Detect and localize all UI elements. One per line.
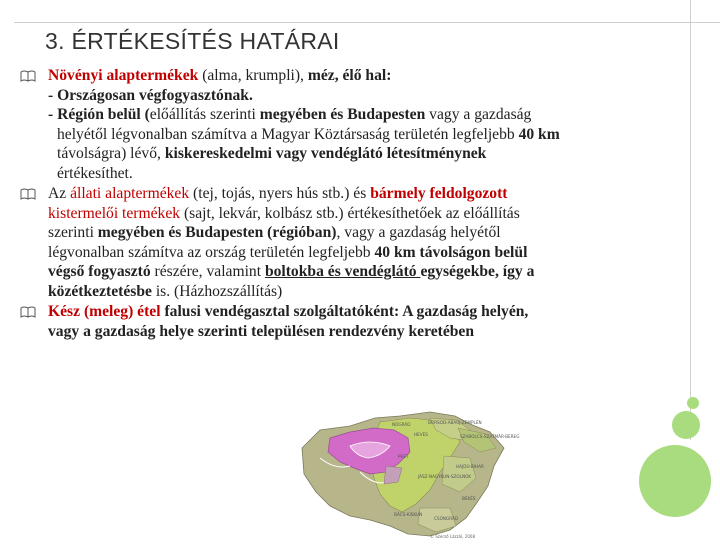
map-label-szabolcs: SZABOLCS-SZATMÁR-BEREG xyxy=(460,434,520,439)
text-span: egységekbe, így a xyxy=(420,263,535,280)
map-label-hajdu: HAJDÚ-BIHAR xyxy=(456,464,484,469)
ready-meal-label: Kész (meleg) étel xyxy=(48,303,161,320)
text-line: értékesíthet. xyxy=(57,164,133,182)
bullet-item-animal-products xyxy=(20,184,692,301)
text-span: Az xyxy=(48,185,71,202)
decorative-circle-medium xyxy=(672,411,700,439)
hungary-map-image xyxy=(290,408,520,540)
text-span: vagy a gazdaság xyxy=(425,106,532,123)
text-span: megyében és Budapesten (régióban) xyxy=(97,224,337,241)
plant-products-label: Növényi alaptermékek xyxy=(48,67,199,84)
text-span: 40 km távolságon belül xyxy=(374,243,528,261)
animal-products-label: állati alaptermékek xyxy=(70,185,190,202)
text-span: , vagy a gazdaság helyétől xyxy=(336,224,501,241)
map-caption: © Szerző Lázzló, 2008 xyxy=(430,534,475,539)
text-span: részére, valamint xyxy=(150,263,265,280)
slide-title: 3. ÉRTÉKESÍTÉS HATÁRAI xyxy=(45,28,340,54)
text-span: végső fogyasztó xyxy=(48,263,151,280)
bullet-item-ready-meals xyxy=(20,302,692,341)
text-span: (sajt, lekvár, kolbász stb.) értékesíthetőek az előállítás xyxy=(180,204,520,222)
text-span: kistermelői termékek xyxy=(48,204,181,222)
map-label-csongrad: CSONGRÁD xyxy=(434,516,459,521)
map-label-borsod: BORSOD-ABAÚJ-ZEMPLÉN xyxy=(428,420,482,425)
bullet-item-plant-products xyxy=(20,66,692,183)
text-line: vagy a gazdaság helye szerinti településen rendezvény keretében xyxy=(48,322,475,340)
book-bullet-icon xyxy=(20,188,36,200)
text-span: helyétől légvonalban számítva a Magyar Köztársaság területén legfeljebb xyxy=(57,125,519,143)
book-bullet-icon xyxy=(20,306,36,318)
text-span: is. (Házhozszállítás) xyxy=(151,282,283,300)
map-label-heves: HEVES xyxy=(414,432,428,437)
book-bullet-icon xyxy=(20,70,36,82)
text-span: 40 km xyxy=(518,125,560,143)
map-label-pest: PEST xyxy=(398,454,409,459)
text-span: (tej, tojás, nyers hús stb.) és xyxy=(189,185,371,202)
map-label-bekes: BÉKÉS xyxy=(462,496,476,501)
text-span: falusi vendégasztal szolgáltatóként: A gazdaság helyén, xyxy=(160,303,529,320)
bullet-list xyxy=(20,66,692,342)
hungary-region-map xyxy=(290,408,520,540)
map-label-jasz: JÁSZ-NAGYKUN-SZOLNOK xyxy=(418,474,472,479)
text-span: megyében és Budapesten xyxy=(259,106,426,123)
map-label-nograd: NÓGRÁD xyxy=(392,422,411,427)
processed-products-label: bármely feldolgozott xyxy=(370,185,508,202)
map-label-bacs: BÁCS-KISKUN xyxy=(394,512,423,517)
text-line: - Országosan végfogyasztónak. xyxy=(48,86,253,104)
text-span: távolságra) lévő, xyxy=(57,145,165,162)
text-span: kiskereskedelmi vagy vendéglátó létesítménynek xyxy=(164,145,487,162)
text-span: légvonalban számítva az ország területén legfeljebb xyxy=(48,243,375,261)
text-span: méz, élő hal: xyxy=(307,67,392,84)
text-span: (alma, krumpli), xyxy=(198,67,308,84)
text-span: - Régión belül ( xyxy=(48,106,150,123)
text-span: boltokba és vendéglátó xyxy=(264,263,421,280)
text-span: előállítás szerinti xyxy=(149,106,260,123)
text-span: szerinti xyxy=(48,224,98,241)
decorative-circle-small xyxy=(687,397,699,409)
text-span: közétkeztetésbe xyxy=(48,282,152,300)
frame-top-line xyxy=(14,22,720,23)
decorative-circle-large xyxy=(639,445,711,517)
